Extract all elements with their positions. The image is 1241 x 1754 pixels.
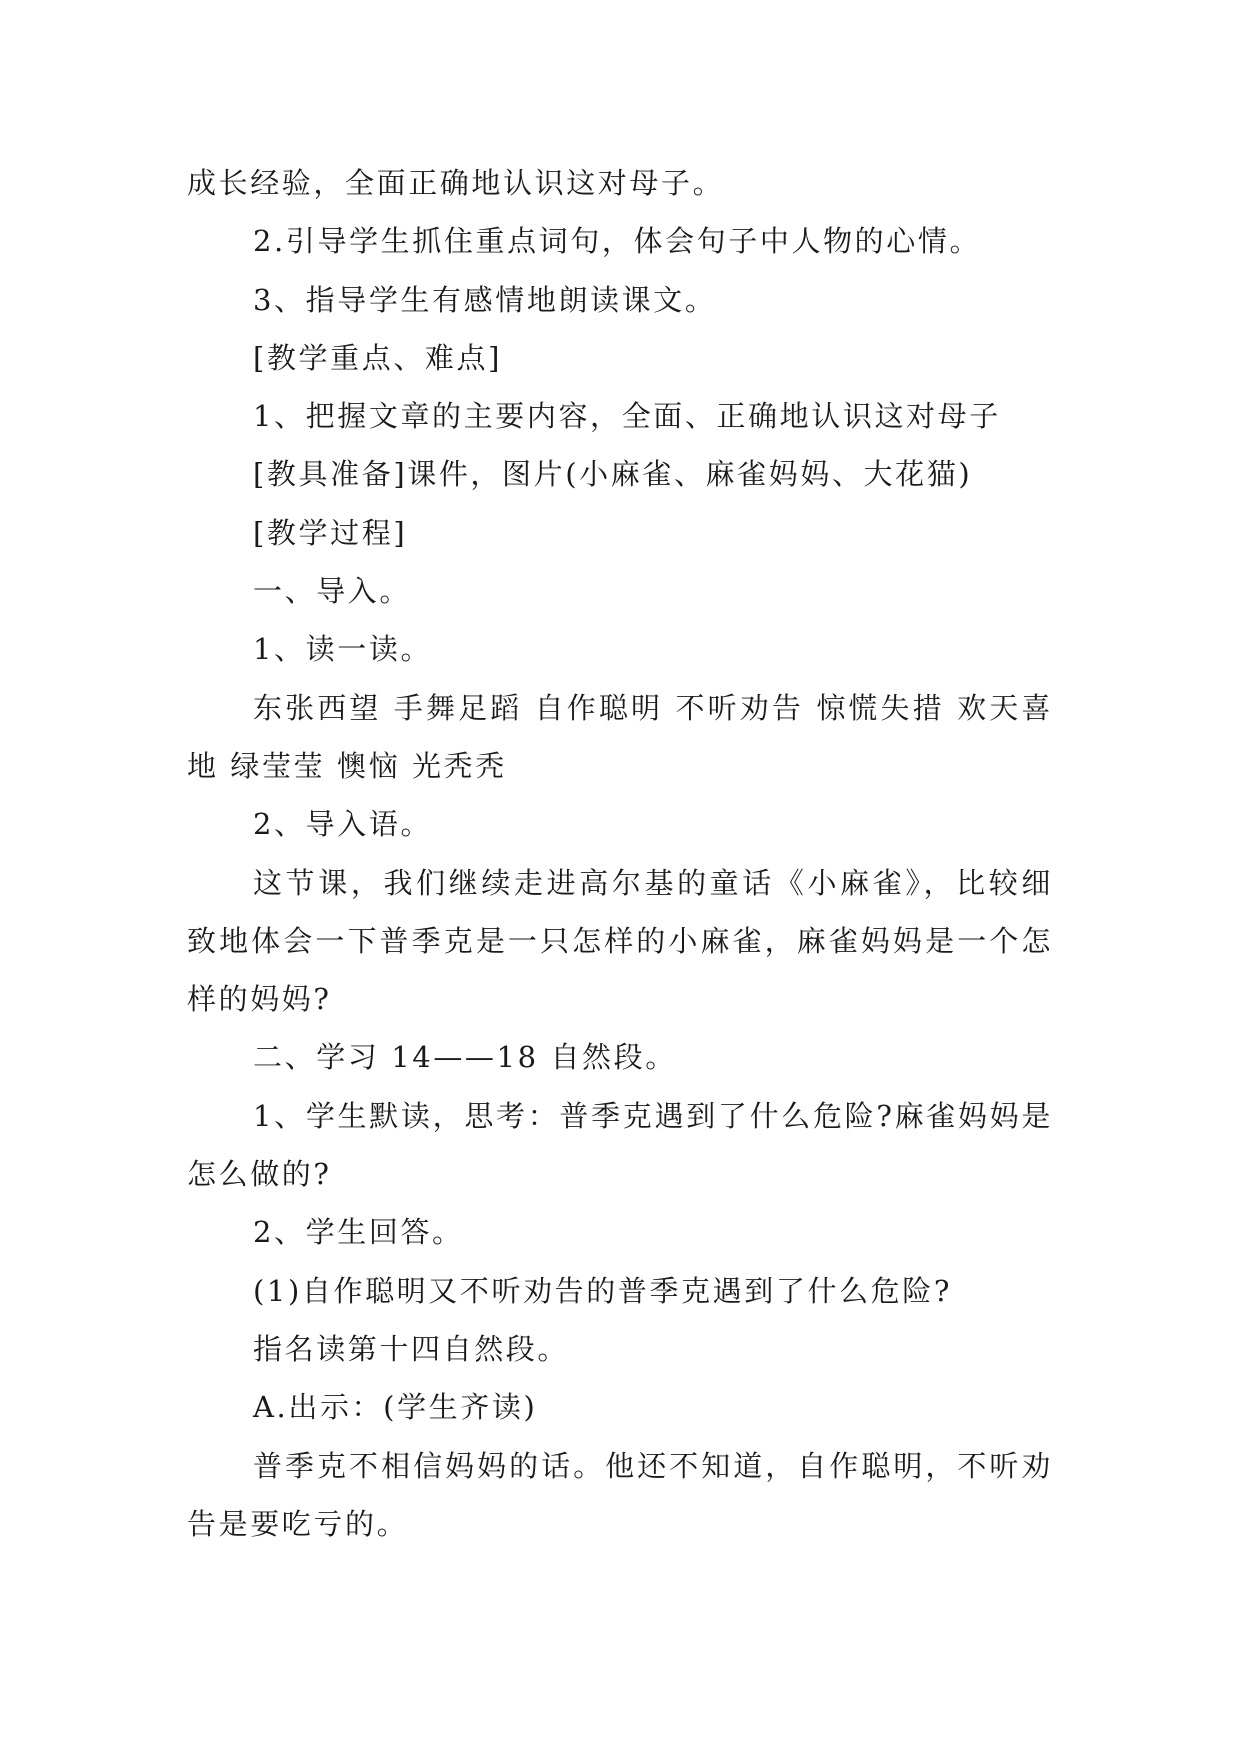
paragraph: (1)自作聪明又不听劝告的普季克遇到了什么危险? xyxy=(253,1273,953,1308)
section-heading: [教学重点、难点] xyxy=(253,340,503,375)
paragraph: 这节课，我们继续走进高尔基的童话《小麻雀》，比较细致地体会一下普季克是一只怎样的小麻雀，麻雀妈妈是一个怎样的妈妈? xyxy=(187,865,1053,1017)
paragraph: 2、学生回答。 xyxy=(253,1215,464,1250)
paragraph: 普季克不相信妈妈的话。他还不知道，自作聪明，不听劝告是要吃亏的。 xyxy=(187,1448,1053,1541)
document-body xyxy=(187,154,1053,1553)
paragraph: 一、导入。 xyxy=(253,574,412,609)
section-heading: [教学过程] xyxy=(253,515,408,550)
paragraph: 2.引导学生抓住重点词句，体会句子中人物的心情。 xyxy=(253,224,982,259)
paragraph: 2、导入语。 xyxy=(253,807,433,842)
paragraph: A.出示：(学生齐读) xyxy=(253,1390,538,1425)
paragraph: 指名读第十四自然段。 xyxy=(253,1331,570,1366)
paragraph: 1、学生默读，思考：普季克遇到了什么危险?麻雀妈妈是怎么做的? xyxy=(187,1098,1053,1192)
paragraph: 二、学习 14——18 自然段。 xyxy=(253,1040,677,1075)
paragraph: 1、读一读。 xyxy=(253,632,433,667)
paragraph: 3、指导学生有感情地朗读课文。 xyxy=(253,282,717,317)
paragraph: [教具准备]课件，图片(小麻雀、麻雀妈妈、大花猫) xyxy=(253,457,973,492)
paragraph: 东张西望 手舞足蹈 自作聪明 不听劝告 惊慌失措 欢天喜地 绿莹莹 懊恼 光秃秃 xyxy=(187,690,1053,783)
paragraph: 成长经验，全面正确地认识这对母子。 xyxy=(187,166,725,200)
paragraph: 1、把握文章的主要内容，全面、正确地认识这对母子 xyxy=(253,399,1001,434)
